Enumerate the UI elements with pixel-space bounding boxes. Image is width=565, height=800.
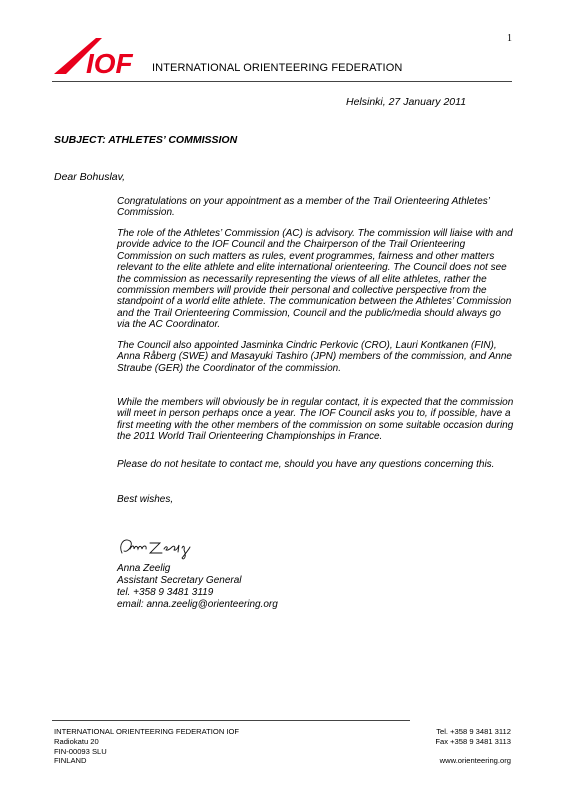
letter-subject: SUBJECT: ATHLETES’ COMMISSION: [54, 134, 238, 146]
paragraph-text: Congratulations on your appointment as a member of the Trail Orienteering Athletes’ Commission.: [117, 196, 490, 219]
page-number: 1: [507, 33, 512, 44]
paragraph-congratulations: [117, 196, 515, 219]
paragraph-members: [117, 340, 515, 374]
organization-name: INTERNATIONAL ORIENTEERING FEDERATION: [152, 62, 403, 74]
closing: Best wishes,: [117, 494, 174, 505]
footer-address: [54, 727, 239, 766]
signer-name: Anna Zeelig: [117, 563, 171, 574]
footer-street: Radiokatu 20: [54, 736, 99, 746]
iof-logo: [52, 36, 152, 76]
signature-block: [117, 563, 278, 611]
signer-phone: tel. +358 9 3481 3119: [117, 587, 214, 598]
signer-title: Assistant Secretary General: [117, 575, 242, 586]
paragraph-text: The Council also appointed Jasminka Cindric Perkovic (CRO), Lauri Kontkanen (FIN), Anna Råberg (SWE) and Masayuki Tashiro (JPN) members of the commission, and Anne Straube (GER) the Coordinator of the commission.: [117, 340, 512, 374]
letter-date: Helsinki, 27 January 2011: [346, 96, 467, 108]
footer-fax: Fax +358 9 3481 3113: [435, 736, 511, 746]
header-divider: [52, 81, 512, 82]
signer-email[interactable]: email: anna.zeelig@orienteering.org: [117, 599, 278, 610]
footer-spacer: [435, 747, 511, 757]
paragraph-text: The role of the Athletes’ Commission (AC) is advisory. The commission will liaise with and provide advice to the IOF Council and the Chairperson of the Trail Orienteering Commission on such matters as rules, event programmes, fairness and other matters relevant to the elite athlete and elite international orienteering. The Council does not see the commission as necessarily representing the views of all elite athletes, rather the commission members will provide their personal and collective perspective from the standpoint of a world elite athlete. The communication between the Athletes’ Commission and the Trail Orienteering Commission, Council and the public/media should always go via the AC Coordinator.: [117, 228, 513, 331]
paragraph-text: Please do not hesitate to contact me, should you have any questions concerning this.: [117, 459, 495, 470]
handwritten-signature: [116, 531, 196, 561]
footer-divider: [52, 720, 410, 721]
paragraph-role: [117, 228, 515, 331]
footer-country: FINLAND: [54, 756, 87, 766]
footer-postal: FIN-00093 SLU: [54, 746, 107, 756]
footer-website-link[interactable]: www.orienteering.org: [439, 756, 511, 766]
footer-tel: Tel. +358 9 3481 3112: [436, 727, 511, 736]
logo-text: IOF: [86, 48, 133, 76]
paragraph-contact: [117, 459, 515, 470]
footer-contact: [435, 727, 511, 766]
salutation: Dear Bohuslav,: [54, 171, 126, 183]
paragraph-text: While the members will obviously be in regular contact, it is expected that the commission will meet in person perhaps once a year. The IOF Council asks you to, if possible, have a first meeting with the other members of the commission on some suitable occasion during the 2011 World Trail Orienteering Championships in France.: [117, 397, 514, 443]
paragraph-meeting: [117, 397, 515, 443]
footer-org: INTERNATIONAL ORIENTEERING FEDERATION IOF: [54, 727, 240, 736]
